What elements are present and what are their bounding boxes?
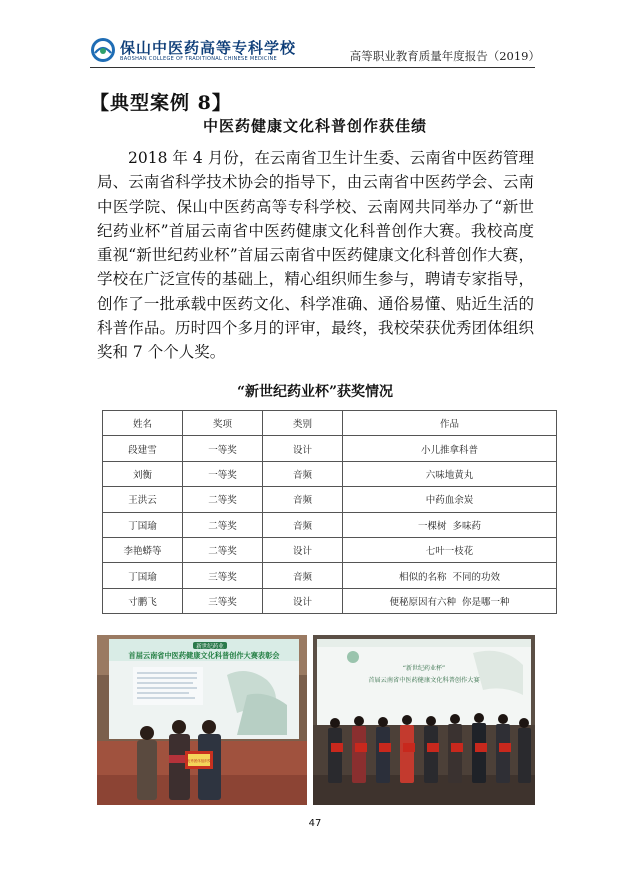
cell-award: 二等奖 bbox=[183, 512, 263, 537]
certificate-text: 优秀团体组织奖 bbox=[186, 759, 212, 763]
school-name-cn: 保山中医药高等专科学校 bbox=[120, 39, 297, 57]
cell-work: 一棵树 多味药 bbox=[343, 512, 557, 537]
cell-award: 二等奖 bbox=[183, 537, 263, 562]
cell-category: 音频 bbox=[263, 461, 343, 486]
table-header-row bbox=[103, 411, 557, 436]
ceremony-scene-right bbox=[313, 635, 535, 805]
cell-category: 音频 bbox=[263, 563, 343, 588]
banner-logo-text: 新世纪药业 bbox=[196, 644, 224, 650]
cell-award: 三等奖 bbox=[183, 588, 263, 613]
header-divider bbox=[90, 67, 535, 68]
cell-name: 丁国瑜 bbox=[103, 512, 183, 537]
column-header: 奖项 bbox=[183, 411, 263, 436]
cell-category: 设计 bbox=[263, 537, 343, 562]
column-header: 类别 bbox=[263, 411, 343, 436]
cell-work: 七叶一枝花 bbox=[343, 537, 557, 562]
cell-name: 王洪云 bbox=[103, 487, 183, 512]
banner-quote-text: “新世纪药业杯” bbox=[402, 665, 446, 672]
banner-title-text: 首届云南省中医药健康文化科普创作大赛 bbox=[368, 677, 480, 684]
table-row bbox=[103, 512, 557, 537]
cell-name: 寸鹏飞 bbox=[103, 588, 183, 613]
body-paragraph: 2018 年 4 月份，在云南省卫生计生委、云南省中医药管理局、云南省科学技术协会的指导下，由云南省中医药学会、云南中医学院、保山中医药高等专科学校、云南网共同举办了“新世纪药业杯”首届云南省中医药健康文化科普创作大赛。我校高度重视“新世纪药业杯”首届云南省中医药健康文化科普创作大赛，学校在广泛宣传的基础上，精心组织师生参与，聘请专家指导，创作了一批承载中医药文化、科学准确、通俗易懂、贴近生活的科普作品。历时四个多月的评审，最终，我校荣获优秀团体组织奖和 7 个个人奖。 bbox=[97, 149, 534, 362]
cell-category: 音频 bbox=[263, 487, 343, 512]
table-row bbox=[103, 563, 557, 588]
page-header bbox=[90, 36, 540, 66]
ceremony-scene-left bbox=[97, 635, 307, 805]
cell-award: 三等奖 bbox=[183, 563, 263, 588]
banner-title-text: 首届云南省中医药健康文化科普创作大赛表彰会 bbox=[128, 651, 280, 660]
article-title: 中医药健康文化科普创作获佳绩 bbox=[202, 117, 427, 135]
cell-category: 设计 bbox=[263, 436, 343, 461]
table-row bbox=[103, 436, 557, 461]
cell-award: 一等奖 bbox=[183, 436, 263, 461]
school-logo-icon bbox=[90, 37, 116, 63]
case-label: 【典型案例 8】 bbox=[90, 92, 232, 114]
school-name-en: BAOSHAN COLLEGE OF TRADITIONAL CHINESE MEDICINE bbox=[120, 56, 277, 62]
page-number: 47 bbox=[308, 818, 322, 829]
cell-work: 相似的名称 不同的功效 bbox=[343, 563, 557, 588]
cell-category: 音频 bbox=[263, 512, 343, 537]
table-row bbox=[103, 487, 557, 512]
cell-name: 李艳蟒等 bbox=[103, 537, 183, 562]
table-title: “新世纪药业杯”获奖情况 bbox=[236, 384, 394, 400]
cell-name: 刘衡 bbox=[103, 461, 183, 486]
cell-award: 二等奖 bbox=[183, 487, 263, 512]
report-title: 高等职业教育质量年度报告（2019） bbox=[349, 49, 540, 63]
awards-table bbox=[102, 410, 557, 614]
table-row bbox=[103, 537, 557, 562]
cell-work: 中药血余炭 bbox=[343, 487, 557, 512]
cell-name: 段建雪 bbox=[103, 436, 183, 461]
cell-work: 便秘原因有六种 你是哪一种 bbox=[343, 588, 557, 613]
column-header: 作品 bbox=[343, 411, 557, 436]
award-ceremony-photo-right bbox=[313, 635, 535, 805]
cell-work: 六味地黄丸 bbox=[343, 461, 557, 486]
table-row bbox=[103, 461, 557, 486]
table-row bbox=[103, 588, 557, 613]
cell-work: 小儿推拿科普 bbox=[343, 436, 557, 461]
award-ceremony-photo-left bbox=[97, 635, 307, 805]
cell-name: 丁国瑜 bbox=[103, 563, 183, 588]
column-header: 姓名 bbox=[103, 411, 183, 436]
cell-category: 设计 bbox=[263, 588, 343, 613]
cell-award: 一等奖 bbox=[183, 461, 263, 486]
